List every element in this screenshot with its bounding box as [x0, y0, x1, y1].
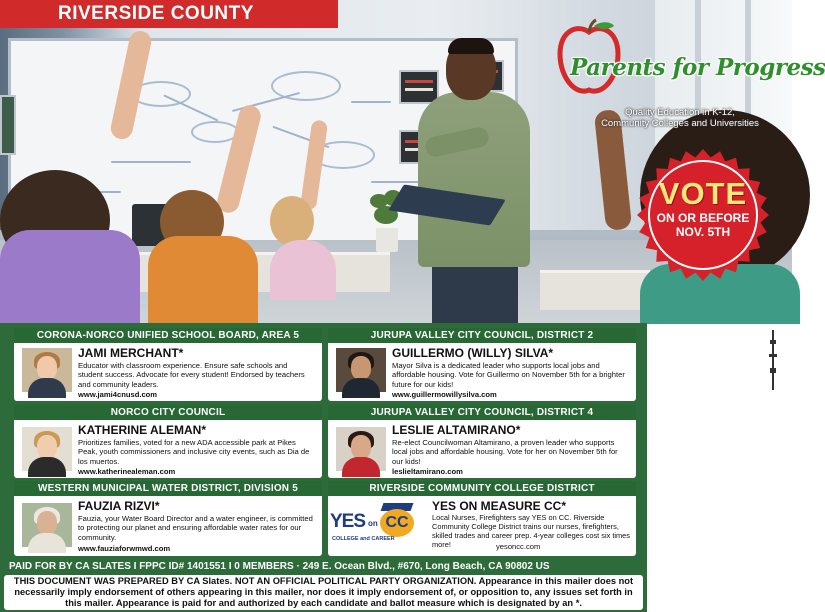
candidate-url[interactable]: www.jami4cnusd.com — [78, 390, 158, 399]
race-office: RIVERSIDE COMMUNITY COLLEGE DISTRICT — [328, 481, 636, 496]
logo-name: Parents for Progress — [570, 54, 825, 81]
race-card — [14, 405, 322, 478]
candidate-bio: Re-elect Councilwoman Altamirano, a proven leader who supports local jobs and affordable housing. Vote for her on November 5th for our kids! — [392, 438, 618, 466]
candidate-url[interactable]: www.fauziaforwmwd.com — [78, 544, 171, 553]
measure-bio: Local Nurses, Firefighters say YES on CC. Riverside Community College District trains our nurses, firefighters, skilled trades and career prep. 4-year colleges cost six times more! — [432, 513, 630, 549]
candidate-bio: Fauzia, your Water Board Director and a water engineer, is committed to protecting our planet and ensuring affordable water rates for our community. — [78, 514, 313, 542]
candidate-bio: Educator with classroom experience. Ensure safe schools and student success. Advocate for every student! Endorsed by teachers and community leaders. — [78, 361, 305, 389]
race-office: NORCO CITY COUNCIL — [14, 405, 322, 420]
teacher — [418, 92, 530, 267]
race-office: CORONA-NORCO UNIFIED SCHOOL BOARD, AREA 5 — [14, 328, 322, 343]
candidate-name: FAUZIA RIZVI* — [78, 499, 160, 513]
race-office: JURUPA VALLEY CITY COUNCIL, DISTRICT 4 — [328, 405, 636, 420]
postal-mark-icon — [766, 330, 780, 390]
wall-poster — [399, 70, 439, 104]
candidate-name: LESLIE ALTAMIRANO* — [392, 423, 521, 437]
paid-for-line: PAID FOR BY CA SLATES I FPPC ID# 1401551 I 0 MEMBERS · 249 E. Ocean Blvd., #670, Long Beach, CA 90802 US — [9, 561, 550, 572]
candidate-url[interactable]: www.katherinealeman.com — [78, 467, 176, 476]
candidate-bio: Prioritizes families, voted for a new ADA accessible park at Pikes Peak, youth commissioners and inclusive city events, such as Dia de los muertos. — [78, 438, 310, 466]
race-office: WESTERN MUNICIPAL WATER DISTRICT, DIVISION 5 — [14, 481, 322, 496]
candidate-photo — [336, 348, 386, 392]
candidate-photo — [336, 427, 386, 471]
candidate-photo — [22, 427, 72, 471]
vote-seal — [636, 148, 770, 282]
candidate-url[interactable]: leslieltamirano.com — [392, 467, 463, 476]
candidate-name: GUILLERMO (WILLY) SILVA* — [392, 346, 554, 360]
candidate-url[interactable]: www.guillermowillysilva.com — [392, 390, 497, 399]
parents-for-progress-logo — [556, 14, 825, 132]
race-card — [328, 405, 636, 478]
measure-url[interactable]: yesoncc.com — [496, 542, 541, 551]
county-banner: RIVERSIDE COUNTY — [0, 0, 338, 28]
student-head — [270, 196, 314, 246]
desk — [540, 270, 650, 310]
race-card — [14, 328, 322, 401]
teacher-legs — [432, 262, 518, 323]
logo-tagline: Quality Education in K-12, Community Colleges and Universities — [601, 107, 759, 129]
candidate-name: JAMI MERCHANT* — [78, 346, 184, 360]
candidate-photo — [22, 503, 72, 547]
measure-name: YES ON MEASURE CC* — [432, 499, 567, 513]
candidate-bio: Mayor Silva is a dedicated leader who supports local jobs and affordable housing. Vote for Guillermo on November 5th for a brighter future for our kids! — [392, 361, 625, 389]
student-shirt — [270, 240, 336, 300]
race-card — [14, 481, 322, 556]
measure-cc-logo: YES on CC COLLEGE and CAREER — [330, 503, 422, 547]
race-card — [328, 328, 636, 401]
disclaimer: THIS DOCUMENT WAS PREPARED BY CA Slates. NOT AN OFFICIAL POLITICAL PARTY ORGANIZATION. Appearance in this mailer does not necessarily imply endorsement of others appearing in this mailer, nor does it imply endorsement of, or opposition to, any issues set forth in this mailer. Appearance is paid for and authorized by each candidate and ballot measure which is designated by an *. — [4, 575, 643, 610]
student-shirt — [0, 230, 140, 323]
student-shirt — [148, 236, 258, 323]
candidate-photo — [22, 348, 72, 392]
vote-headline: VOTE — [658, 176, 748, 211]
wall-poster — [0, 95, 16, 155]
race-office: JURUPA VALLEY CITY COUNCIL, DISTRICT 2 — [328, 328, 636, 343]
race-card — [328, 481, 636, 556]
vote-deadline: ON OR BEFORE NOV. 5TH — [656, 211, 750, 239]
candidate-name: KATHERINE ALEMAN* — [78, 423, 206, 437]
